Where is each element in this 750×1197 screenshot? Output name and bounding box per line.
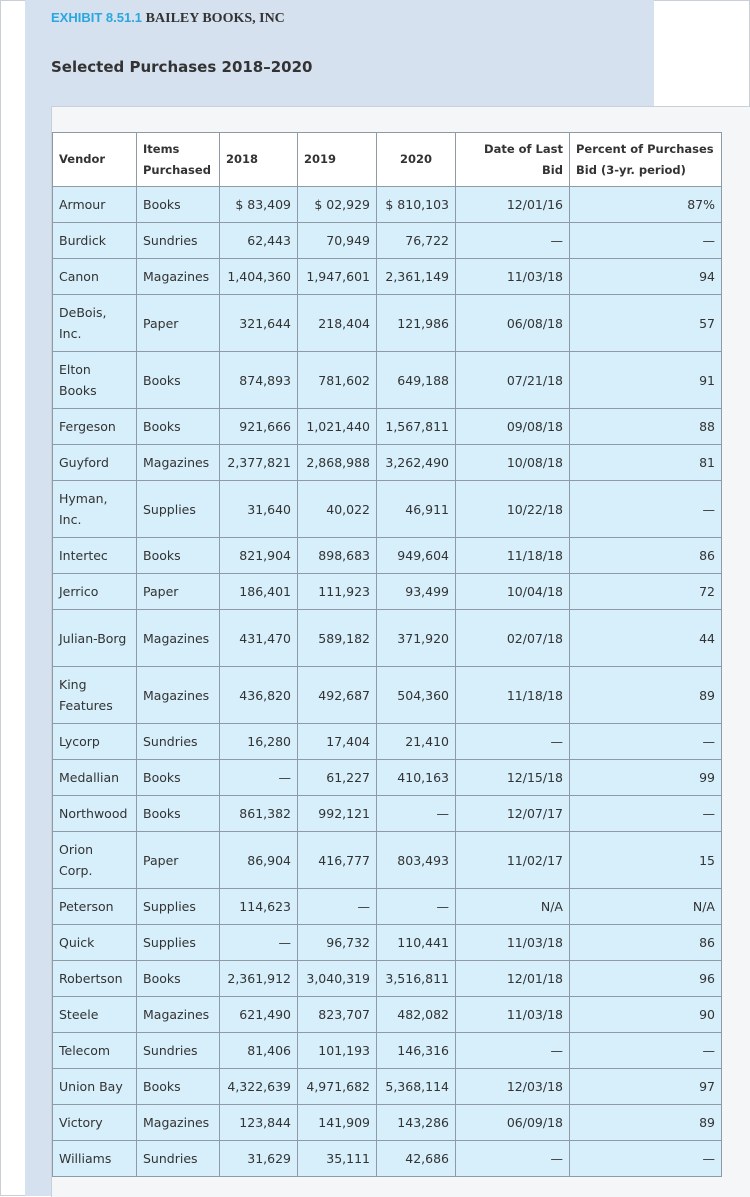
cell-vendor: Medallian — [53, 760, 137, 796]
cell-vendor: Orion Corp. — [53, 832, 137, 889]
cell-2019: 1,947,601 — [298, 259, 377, 295]
cell-2019: 35,111 — [298, 1141, 377, 1177]
table-row — [53, 409, 722, 445]
cell-items: Magazines — [137, 667, 220, 724]
cell-vendor: King Features — [53, 667, 137, 724]
cell-date: 06/09/18 — [456, 1105, 570, 1141]
table-row — [53, 481, 722, 538]
purchases-table — [52, 132, 722, 1177]
cell-2018: 114,623 — [220, 889, 298, 925]
table-row — [53, 445, 722, 481]
table-row — [53, 961, 722, 997]
cell-vendor: Jerrico — [53, 574, 137, 610]
table-row — [53, 667, 722, 724]
cell-items: Sundries — [137, 223, 220, 259]
cell-2018: 4,322,639 — [220, 1069, 298, 1105]
cell-2020: 649,188 — [377, 352, 456, 409]
cell-2018: 123,844 — [220, 1105, 298, 1141]
cell-2020: 504,360 — [377, 667, 456, 724]
cell-date: 10/04/18 — [456, 574, 570, 610]
cell-2018: 2,361,912 — [220, 961, 298, 997]
cell-2020: 21,410 — [377, 724, 456, 760]
cell-items: Paper — [137, 832, 220, 889]
cell-date: 02/07/18 — [456, 610, 570, 667]
cell-percent: 88 — [570, 409, 722, 445]
cell-vendor: Canon — [53, 259, 137, 295]
cell-2019: 61,227 — [298, 760, 377, 796]
cell-2020: 410,163 — [377, 760, 456, 796]
cell-2020: 803,493 — [377, 832, 456, 889]
cell-percent: — — [570, 1141, 722, 1177]
cell-date: — — [456, 724, 570, 760]
cell-items: Books — [137, 760, 220, 796]
col-header-2018: 2018 — [220, 133, 298, 187]
cell-2019: 141,909 — [298, 1105, 377, 1141]
cell-2020: 93,499 — [377, 574, 456, 610]
cell-2018: 821,904 — [220, 538, 298, 574]
cell-percent: 97 — [570, 1069, 722, 1105]
cell-percent: 99 — [570, 760, 722, 796]
cell-date: 10/22/18 — [456, 481, 570, 538]
cell-2019: 898,683 — [298, 538, 377, 574]
cell-2019: 823,707 — [298, 997, 377, 1033]
cell-vendor: Julian-Borg — [53, 610, 137, 667]
cell-percent: — — [570, 223, 722, 259]
table-subtitle: Selected Purchases 2018–2020 — [51, 58, 313, 76]
company-name: BAILEY BOOKS, INC — [145, 11, 285, 26]
cell-2018: 921,666 — [220, 409, 298, 445]
cell-vendor: Steele — [53, 997, 137, 1033]
table-row — [53, 925, 722, 961]
cell-percent: — — [570, 724, 722, 760]
cell-items: Sundries — [137, 724, 220, 760]
table-row — [53, 832, 722, 889]
cell-date: 12/01/18 — [456, 961, 570, 997]
cell-items: Sundries — [137, 1033, 220, 1069]
cell-date: 07/21/18 — [456, 352, 570, 409]
cell-items: Books — [137, 409, 220, 445]
cell-2020: 42,686 — [377, 1141, 456, 1177]
cell-percent: 57 — [570, 295, 722, 352]
cell-items: Supplies — [137, 481, 220, 538]
cell-percent: 94 — [570, 259, 722, 295]
cell-percent: 86 — [570, 538, 722, 574]
cell-2018: 2,377,821 — [220, 445, 298, 481]
cell-2020: 110,441 — [377, 925, 456, 961]
cell-2018: 31,640 — [220, 481, 298, 538]
cell-2019: 781,602 — [298, 352, 377, 409]
cell-2019: 1,021,440 — [298, 409, 377, 445]
cell-2020: — — [377, 889, 456, 925]
cell-date: 11/03/18 — [456, 259, 570, 295]
cell-date: — — [456, 1033, 570, 1069]
table-row — [53, 889, 722, 925]
cell-2020: 121,986 — [377, 295, 456, 352]
cell-date: 11/18/18 — [456, 667, 570, 724]
cell-date: 12/03/18 — [456, 1069, 570, 1105]
cell-items: Magazines — [137, 445, 220, 481]
cell-date: 06/08/18 — [456, 295, 570, 352]
table-row — [53, 259, 722, 295]
cell-percent: 90 — [570, 997, 722, 1033]
cell-2019: 96,732 — [298, 925, 377, 961]
cell-date: 12/15/18 — [456, 760, 570, 796]
cell-vendor: Guyford — [53, 445, 137, 481]
cell-2018: — — [220, 760, 298, 796]
cell-items: Books — [137, 352, 220, 409]
cell-date: — — [456, 223, 570, 259]
cell-date: — — [456, 1141, 570, 1177]
col-header-items: Items Purchased — [137, 133, 220, 187]
cell-2019: 40,022 — [298, 481, 377, 538]
exhibit-number: EXHIBIT 8.51.1 — [51, 10, 143, 25]
cell-2018: 186,401 — [220, 574, 298, 610]
cell-percent: 89 — [570, 1105, 722, 1141]
table-row — [53, 352, 722, 409]
cell-percent: — — [570, 481, 722, 538]
cell-2020: 482,082 — [377, 997, 456, 1033]
table-row — [53, 295, 722, 352]
cell-date: 10/08/18 — [456, 445, 570, 481]
table-header-row — [53, 133, 722, 187]
cell-vendor: Peterson — [53, 889, 137, 925]
cell-2018: 436,820 — [220, 667, 298, 724]
col-header-2019: 2019 — [298, 133, 377, 187]
table-row — [53, 796, 722, 832]
cell-vendor: Elton Books — [53, 352, 137, 409]
table-row — [53, 187, 722, 223]
cell-date: 09/08/18 — [456, 409, 570, 445]
cell-2020: 76,722 — [377, 223, 456, 259]
cell-items: Magazines — [137, 610, 220, 667]
table-row — [53, 574, 722, 610]
cell-2018: 16,280 — [220, 724, 298, 760]
cell-vendor: Fergeson — [53, 409, 137, 445]
cell-2018: 621,490 — [220, 997, 298, 1033]
cell-percent: 81 — [570, 445, 722, 481]
cell-2019: 70,949 — [298, 223, 377, 259]
table-row — [53, 997, 722, 1033]
cell-percent: N/A — [570, 889, 722, 925]
cell-2020: 1,567,811 — [377, 409, 456, 445]
cell-date: 11/03/18 — [456, 997, 570, 1033]
cell-vendor: Intertec — [53, 538, 137, 574]
table-row — [53, 724, 722, 760]
cell-2018: 431,470 — [220, 610, 298, 667]
table-row — [53, 1033, 722, 1069]
cell-2018: 86,904 — [220, 832, 298, 889]
cell-date: 11/03/18 — [456, 925, 570, 961]
cell-percent: 86 — [570, 925, 722, 961]
cell-items: Books — [137, 961, 220, 997]
cell-percent: 87% — [570, 187, 722, 223]
cell-2019: $ 02,929 — [298, 187, 377, 223]
cell-vendor: Northwood — [53, 796, 137, 832]
cell-2019: 2,868,988 — [298, 445, 377, 481]
cell-2019: 992,121 — [298, 796, 377, 832]
col-header-2020: 2020 — [377, 133, 456, 187]
cell-2018: — — [220, 925, 298, 961]
cell-items: Books — [137, 187, 220, 223]
cell-vendor: Quick — [53, 925, 137, 961]
cell-2019: 101,193 — [298, 1033, 377, 1069]
cell-items: Supplies — [137, 925, 220, 961]
table-row — [53, 1069, 722, 1105]
cell-vendor: Telecom — [53, 1033, 137, 1069]
table-row — [53, 223, 722, 259]
cell-percent: — — [570, 796, 722, 832]
cell-vendor: Hyman, Inc. — [53, 481, 137, 538]
cell-2020: 2,361,149 — [377, 259, 456, 295]
cell-2018: 62,443 — [220, 223, 298, 259]
cell-items: Magazines — [137, 997, 220, 1033]
cell-2018: 1,404,360 — [220, 259, 298, 295]
cell-date: 11/02/17 — [456, 832, 570, 889]
cell-2019: 111,923 — [298, 574, 377, 610]
cell-2020: $ 810,103 — [377, 187, 456, 223]
cell-percent: 91 — [570, 352, 722, 409]
cell-date: 12/07/17 — [456, 796, 570, 832]
cell-2019: 492,687 — [298, 667, 377, 724]
cell-2018: 81,406 — [220, 1033, 298, 1069]
col-header-percent: Percent of Purchases Bid (3-yr. period) — [570, 133, 722, 187]
cell-2020: 5,368,114 — [377, 1069, 456, 1105]
cell-vendor: Lycorp — [53, 724, 137, 760]
table-row — [53, 1105, 722, 1141]
cell-2020: 371,920 — [377, 610, 456, 667]
cell-2018: 321,644 — [220, 295, 298, 352]
cell-items: Magazines — [137, 1105, 220, 1141]
cell-2019: 416,777 — [298, 832, 377, 889]
table-row — [53, 610, 722, 667]
cell-2020: 146,316 — [377, 1033, 456, 1069]
cell-vendor: Burdick — [53, 223, 137, 259]
cell-vendor: DeBois, Inc. — [53, 295, 137, 352]
cell-items: Paper — [137, 574, 220, 610]
cell-2020: 143,286 — [377, 1105, 456, 1141]
cell-percent: 89 — [570, 667, 722, 724]
cell-2018: 874,893 — [220, 352, 298, 409]
cell-items: Books — [137, 1069, 220, 1105]
cell-date: 12/01/16 — [456, 187, 570, 223]
cell-vendor: Union Bay — [53, 1069, 137, 1105]
cell-percent: 44 — [570, 610, 722, 667]
cell-2020: 949,604 — [377, 538, 456, 574]
cell-2019: 218,404 — [298, 295, 377, 352]
cell-2018: 31,629 — [220, 1141, 298, 1177]
cell-date: 11/18/18 — [456, 538, 570, 574]
cell-items: Books — [137, 538, 220, 574]
table-row — [53, 1141, 722, 1177]
cell-2020: 46,911 — [377, 481, 456, 538]
cell-2018: 861,382 — [220, 796, 298, 832]
cell-2019: — — [298, 889, 377, 925]
cell-items: Books — [137, 796, 220, 832]
cell-2020: 3,262,490 — [377, 445, 456, 481]
cell-2019: 4,971,682 — [298, 1069, 377, 1105]
cell-2019: 17,404 — [298, 724, 377, 760]
col-header-date: Date of Last Bid — [456, 133, 570, 187]
table-row — [53, 538, 722, 574]
cell-2018: $ 83,409 — [220, 187, 298, 223]
cell-percent: 15 — [570, 832, 722, 889]
cell-items: Supplies — [137, 889, 220, 925]
table-row — [53, 760, 722, 796]
cell-2020: 3,516,811 — [377, 961, 456, 997]
cell-items: Magazines — [137, 259, 220, 295]
cell-vendor: Robertson — [53, 961, 137, 997]
cell-vendor: Armour — [53, 187, 137, 223]
cell-2019: 3,040,319 — [298, 961, 377, 997]
cell-vendor: Victory — [53, 1105, 137, 1141]
cell-percent: — — [570, 1033, 722, 1069]
cell-vendor: Williams — [53, 1141, 137, 1177]
cell-date: N/A — [456, 889, 570, 925]
cell-percent: 72 — [570, 574, 722, 610]
col-header-vendor: Vendor — [53, 133, 137, 187]
cell-items: Paper — [137, 295, 220, 352]
cell-2020: — — [377, 796, 456, 832]
cell-items: Sundries — [137, 1141, 220, 1177]
cell-percent: 96 — [570, 961, 722, 997]
exhibit-title — [51, 10, 285, 27]
cell-2019: 589,182 — [298, 610, 377, 667]
